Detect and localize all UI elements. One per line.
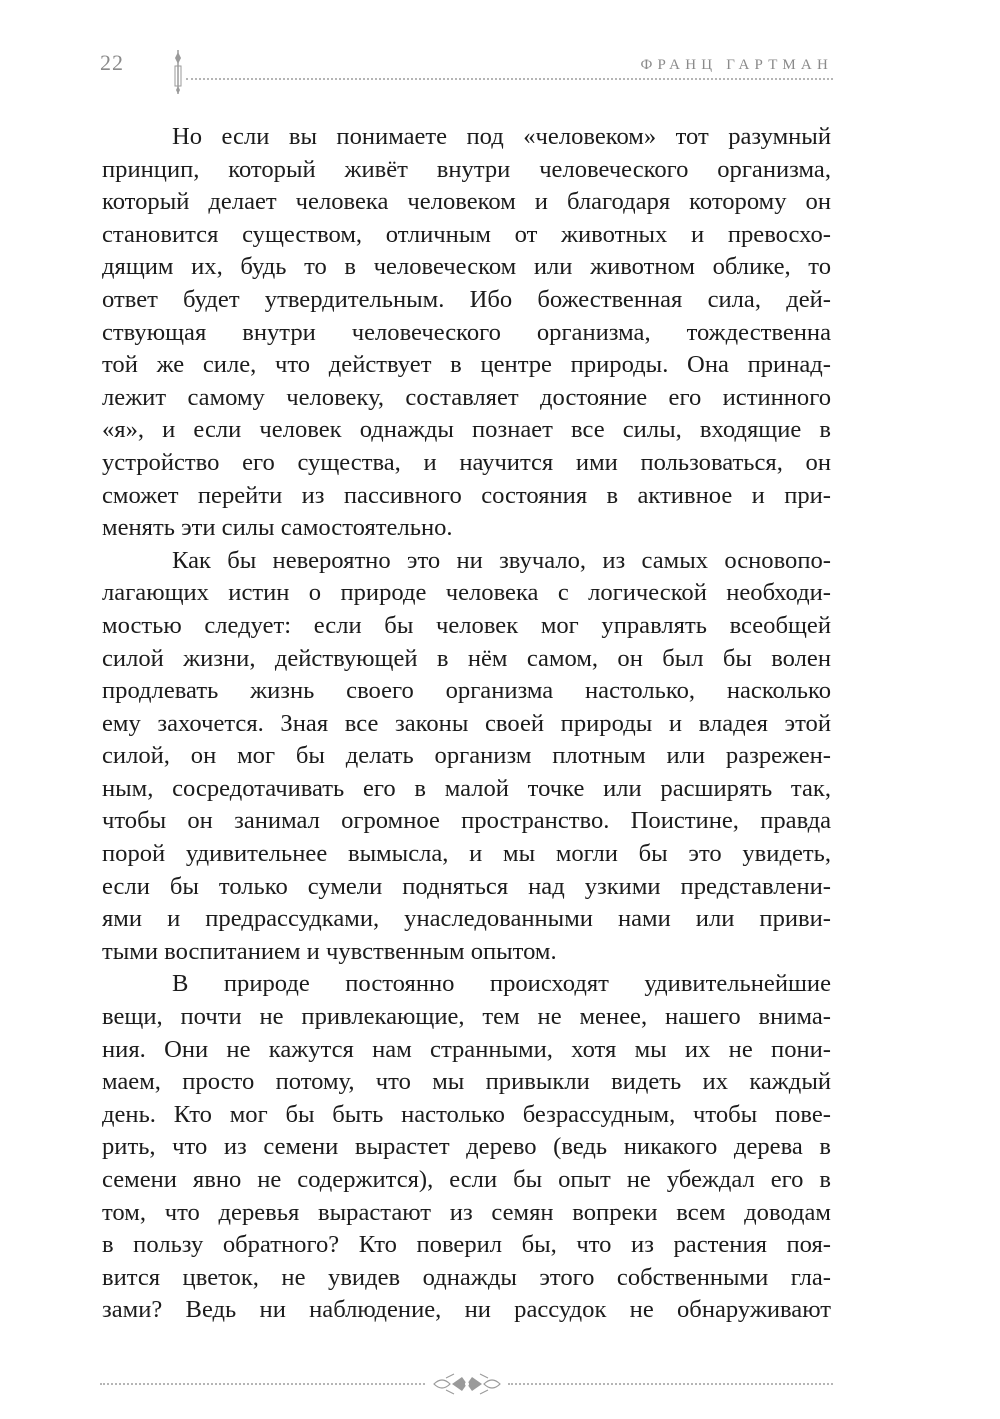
- paragraph-3: [102, 968, 831, 1327]
- text-line: В природе постоянно происходят удивительнейшие: [172, 970, 831, 998]
- text-line: лежит самому человеку, составляет достояние его истинного: [102, 383, 831, 411]
- footer-rule-right: [508, 1383, 833, 1385]
- header-rule: [186, 78, 833, 80]
- text-line: день. Кто мог бы быть настолько безрассудным, чтобы пове-: [102, 1100, 831, 1128]
- header-ornament-icon: [170, 50, 186, 94]
- paragraph-1: [102, 121, 831, 545]
- text-line: Как бы невероятно это ни звучало, из самых основопо-: [172, 546, 831, 574]
- text-line: ствующая внутри человеческого организма, тождественна: [102, 318, 831, 346]
- text-line: который делает человека человеком и благодаря которому он: [102, 188, 831, 216]
- text-line: менять эти силы самостоятельно.: [102, 514, 453, 542]
- text-line: в пользу обратного? Кто поверил бы, что из растения поя-: [102, 1231, 831, 1259]
- text-line: зами? Ведь ни наблюдение, ни рассудок не обнаруживают: [102, 1296, 831, 1324]
- text-line: «я», и если человек однажды познает все силы, входящие в: [102, 416, 831, 444]
- body-text: [102, 121, 831, 1327]
- footer-rule-left: [100, 1383, 425, 1385]
- text-line: принцип, который живёт внутри человеческого организма,: [102, 155, 831, 183]
- text-line: порой удивительнее вымысла, и мы могли бы это увидеть,: [102, 840, 831, 868]
- text-line: рить, что из семени вырастет дерево (ведь никакого дерева в: [102, 1133, 831, 1161]
- text-line: вится цветок, не увидев однажды этого собственными гла-: [102, 1263, 831, 1291]
- text-line: устройство его существа, и научится ими пользоваться, он: [102, 448, 831, 476]
- footer-ornament-icon: [432, 1372, 502, 1396]
- text-line: чтобы он занимал огромное пространство. Поистине, правда: [102, 807, 831, 835]
- text-line: дящим их, будь то в человеческом или животном облике, то: [102, 253, 831, 281]
- text-line: том, что деревья вырастают из семян вопреки всем доводам: [102, 1198, 831, 1226]
- text-line: силой жизни, действующей в нём самом, он был бы волен: [102, 644, 831, 672]
- text-line: тыми воспитанием и чувственным опытом.: [102, 937, 557, 965]
- text-line: продлевать жизнь своего организма настолько, насколько: [102, 677, 831, 705]
- text-line: ему захочется. Зная все законы своей природы и владея этой: [102, 709, 831, 737]
- paragraph-2: [102, 545, 831, 969]
- running-title: ФРАНЦ ГАРТМАН: [640, 57, 833, 73]
- text-line: семени явно не содержится), если бы опыт не убеждал его в: [102, 1166, 831, 1193]
- text-line: сможет перейти из пассивного состояния в активное и при-: [102, 481, 831, 509]
- text-line: ями и предрассудками, унаследованными нами или приви-: [102, 905, 831, 933]
- page-footer: [100, 1372, 833, 1396]
- text-line: мостью следует: если бы человек мог управлять всеобщей: [102, 611, 831, 639]
- page-header: [100, 44, 833, 94]
- text-line: лагающих истин о природе человека с логической необходи-: [102, 579, 831, 607]
- text-line: если бы только сумели подняться над узкими представлени-: [102, 872, 831, 900]
- text-line: Но если вы понимаете под «человеком» тот разумный: [172, 123, 831, 150]
- text-line: вещи, почти не привлекающие, тем не менее, нашего внима-: [102, 1003, 831, 1031]
- text-line: маем, просто потому, что мы привыкли видеть их каждый: [102, 1068, 831, 1096]
- text-line: ным, сосредотачивать его в малой точке или расширять так,: [102, 774, 831, 802]
- text-line: ответ будет утвердительным. Ибо божественная сила, дей-: [102, 285, 831, 313]
- text-line: силой, он мог бы делать организм плотным или разрежен-: [102, 742, 831, 770]
- text-line: становится существом, отличным от животных и превосхо-: [102, 220, 831, 248]
- text-line: той же силе, что действует в центре природы. Она принад-: [102, 351, 831, 379]
- page-number: 22: [100, 50, 124, 75]
- text-line: ния. Они не кажутся нам странными, хотя мы их не пони-: [102, 1035, 831, 1063]
